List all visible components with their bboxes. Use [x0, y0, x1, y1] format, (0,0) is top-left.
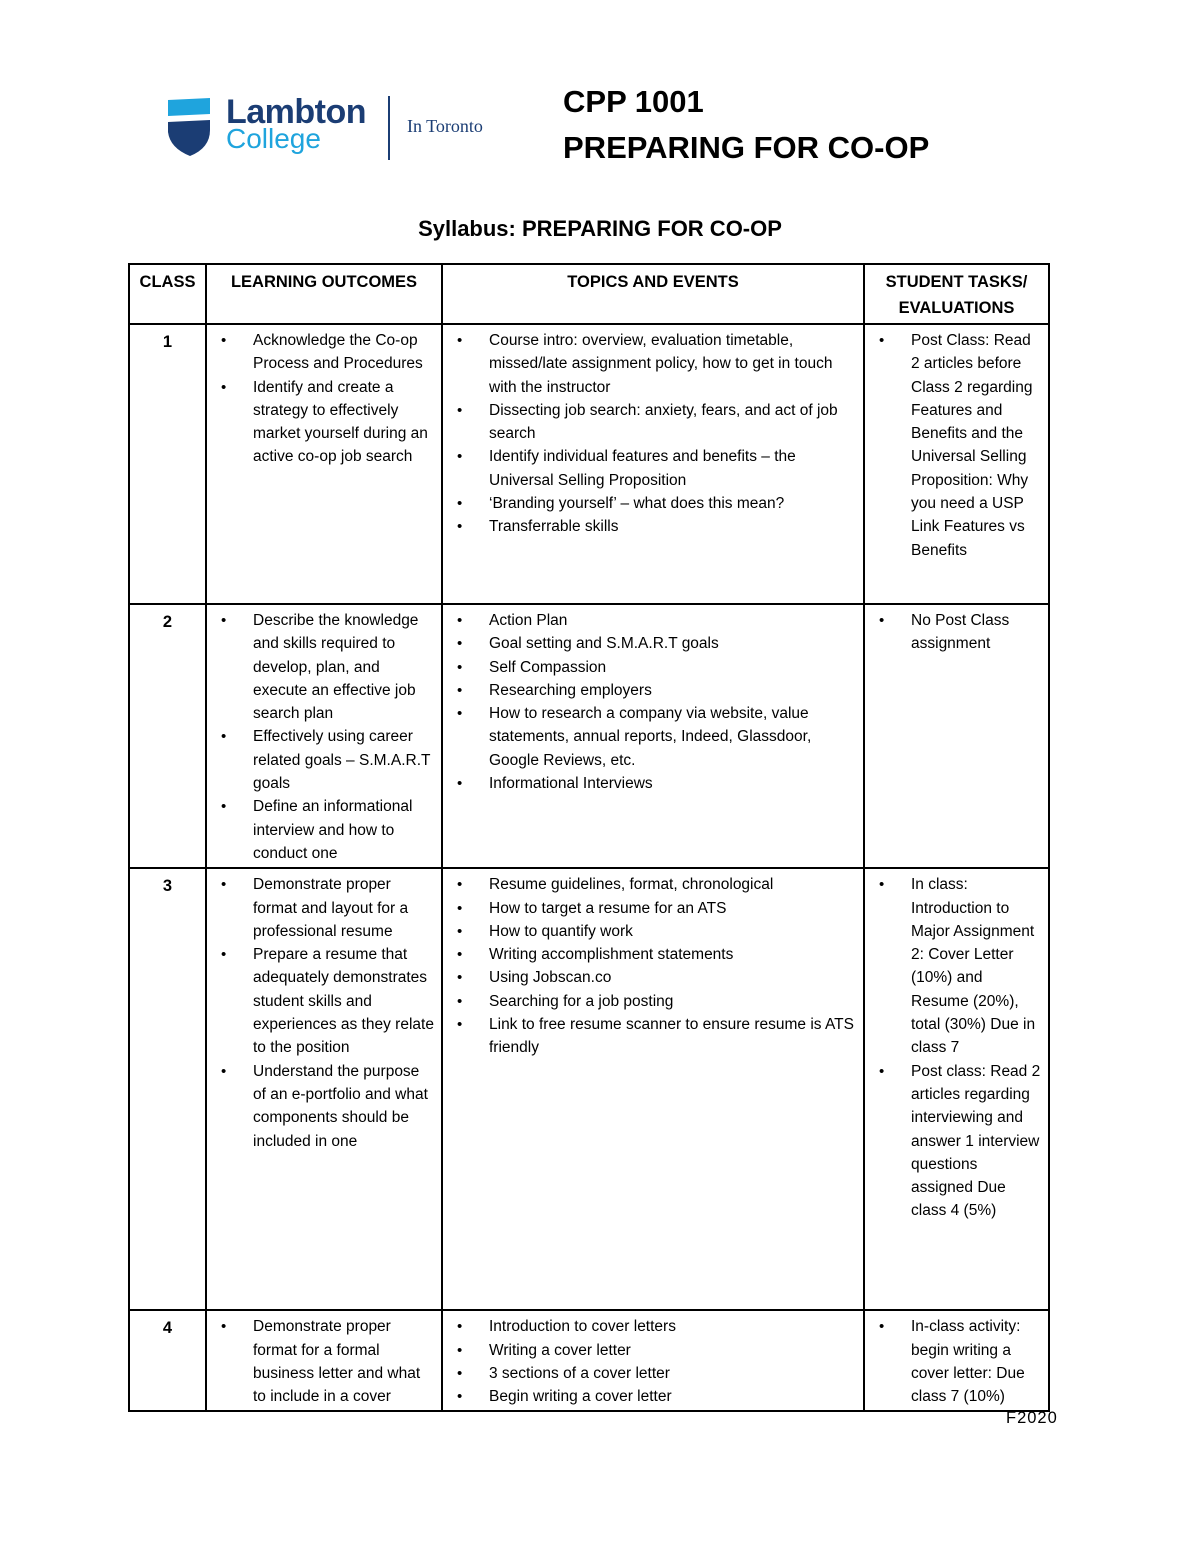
bullet-list: [213, 873, 435, 1153]
table-row: [129, 868, 1049, 1310]
learning-outcomes-cell: [206, 1310, 442, 1411]
learning-outcome: • Effectively using career related goals – S.M.A.R.T goals: [213, 725, 435, 795]
table-row: [129, 324, 1049, 604]
learning-outcome: • Describe the knowledge and skills required to develop, plan, and execute an effective job search plan: [213, 609, 435, 725]
table-row: [129, 1310, 1049, 1411]
task-item: • In class: Introduction to Major Assignment 2: Cover Letter (10%) and Resume (20%), total (30%) Due in class 7: [871, 873, 1042, 1059]
topic-item: • Searching for a job posting: [449, 990, 857, 1013]
topic-item: • Resume guidelines, format, chronological: [449, 873, 857, 896]
topic-item: • Dissecting job search: anxiety, fears, and act of job search: [449, 399, 857, 446]
topics-cell: [442, 1310, 864, 1411]
learning-outcome: • Acknowledge the Co-op Process and Procedures: [213, 329, 435, 376]
topic-item: • ‘Branding yourself’ – what does this mean?: [449, 492, 857, 515]
logo-name-line2: College: [226, 123, 321, 154]
topic-item: • Writing accomplishment statements: [449, 943, 857, 966]
bullet-list: [871, 609, 1042, 656]
bullet-list: [213, 609, 435, 865]
column-header-topics-and-events: TOPICS AND EVENTS: [442, 264, 864, 324]
topics-cell: [442, 604, 864, 868]
class-number: 3: [129, 868, 206, 1310]
topic-item: • How to target a resume for an ATS: [449, 897, 857, 920]
course-code: CPP 1001: [563, 84, 704, 119]
topic-item: • Goal setting and S.M.A.R.T goals: [449, 632, 857, 655]
bullet-list: [213, 1315, 435, 1408]
learning-outcomes-cell: [206, 868, 442, 1310]
topic-item: • How to quantify work: [449, 920, 857, 943]
topic-item: • Action Plan: [449, 609, 857, 632]
column-header-class: CLASS: [129, 264, 206, 324]
topic-item: • Identify individual features and benefits – the Universal Selling Proposition: [449, 445, 857, 492]
logo-divider: [388, 96, 390, 160]
class-number: 1: [129, 324, 206, 604]
learning-outcomes-cell: [206, 324, 442, 604]
bullet-list: [449, 609, 857, 795]
task-item: • Post class: Read 2 articles regarding interviewing and answer 1 interview questions assigned Due class 4 (5%): [871, 1060, 1042, 1223]
lambton-college-logo: [166, 92, 496, 162]
footer-term-code: F2020: [1006, 1409, 1058, 1427]
bullet-list: [871, 329, 1042, 562]
topic-item: • Self Compassion: [449, 656, 857, 679]
tasks-cell: [864, 868, 1049, 1310]
class-number: 4: [129, 1310, 206, 1411]
topic-item: • Course intro: overview, evaluation timetable, missed/late assignment policy, how to get in touch with the instructor: [449, 329, 857, 399]
learning-outcome: • Prepare a resume that adequately demonstrates student skills and experiences as they relate to the position: [213, 943, 435, 1059]
topics-cell: [442, 324, 864, 604]
learning-outcome: • Demonstrate proper format and layout for a professional resume: [213, 873, 435, 943]
task-item: • Post Class: Read 2 articles before Class 2 regarding Features and Benefits and the Universal Selling Proposition: Why you need a USP Link Features vs Benefits: [871, 329, 1042, 562]
bullet-list: [871, 873, 1042, 1222]
learning-outcome: • Define an informational interview and how to conduct one: [213, 795, 435, 865]
task-item: • No Post Class assignment: [871, 609, 1042, 656]
bullet-list: [871, 1315, 1042, 1408]
learning-outcome: • Understand the purpose of an e-portfolio and what components should be included in one: [213, 1060, 435, 1153]
learning-outcome: • Demonstrate proper format for a formal business letter and what to include in a cover: [213, 1315, 435, 1408]
learning-outcome: • Identify and create a strategy to effectively market yourself during an active co-op job search: [213, 376, 435, 469]
bullet-list: [449, 329, 857, 539]
course-title: PREPARING FOR CO-OP: [563, 130, 930, 165]
column-header-student-tasks: STUDENT TASKS/ EVALUATIONS: [864, 264, 1049, 324]
topic-item: • Researching employers: [449, 679, 857, 702]
bullet-list: [449, 873, 857, 1059]
learning-outcomes-cell: [206, 604, 442, 868]
college-shield-icon: [166, 96, 214, 158]
bullet-list: [213, 329, 435, 469]
topic-item: • How to research a company via website, value statements, annual reports, Indeed, Glassdoor, Google Reviews, etc.: [449, 702, 857, 772]
topic-item: • Transferrable skills: [449, 515, 857, 538]
table-header-row: [129, 264, 1049, 324]
tasks-cell: [864, 1310, 1049, 1411]
task-item: • In-class activity: begin writing a cover letter: Due class 7 (10%): [871, 1315, 1042, 1408]
table-row: [129, 604, 1049, 868]
class-number: 2: [129, 604, 206, 868]
tasks-cell: [864, 324, 1049, 604]
topics-cell: [442, 868, 864, 1310]
topic-item: • Link to free resume scanner to ensure resume is ATS friendly: [449, 1013, 857, 1060]
column-header-learning-outcomes: LEARNING OUTCOMES: [206, 264, 442, 324]
topic-item: • 3 sections of a cover letter: [449, 1362, 857, 1385]
topic-item: • Introduction to cover letters: [449, 1315, 857, 1338]
tasks-cell: [864, 604, 1049, 868]
syllabus-title: Syllabus: PREPARING FOR CO-OP: [418, 216, 782, 241]
logo-location: In Toronto: [407, 116, 483, 136]
topic-item: • Begin writing a cover letter: [449, 1385, 857, 1408]
logo-name-line1: Lambton: [226, 93, 367, 131]
topic-item: • Informational Interviews: [449, 772, 857, 795]
topic-item: • Using Jobscan.co: [449, 966, 857, 989]
topic-item: • Writing a cover letter: [449, 1339, 857, 1362]
bullet-list: [449, 1315, 857, 1408]
syllabus-table: [128, 263, 1050, 1412]
